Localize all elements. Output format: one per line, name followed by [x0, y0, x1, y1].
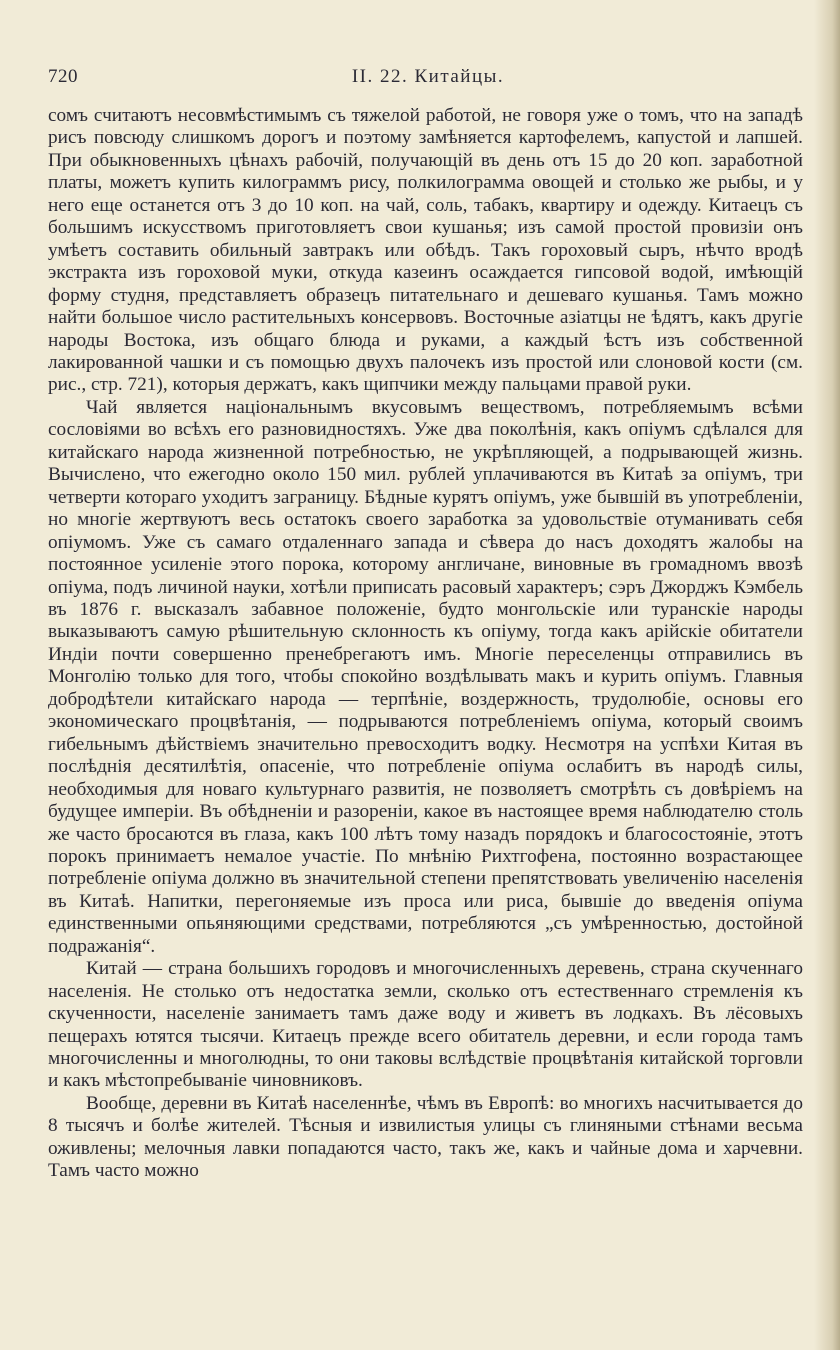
page-edge-shadow [814, 0, 840, 1350]
paragraph: Чай является національнымъ вкусовымъ веществомъ, потребляемымъ всѣми сословіями во всѣхъ его разновидностяхъ. Уже два поколѣнія, какъ опіумъ сдѣлался для китайскаго народа жизненной потребностью, не укрѣпляющей, а подрывающей жизнь. Вычислено, что ежегодно около 150 мил. рублей уплачиваются въ Китаѣ за опіумъ, три четверти котораго уходитъ заграницу. Бѣдные курятъ опіумъ, уже бывшій въ употребленіи, но многіе жертвуютъ весь остатокъ своего заработка за удовольствіе отуманивать себя опіумомъ. Уже съ самаго отдаленнаго запада и сѣвера до насъ доходятъ жалобы на постоянное усиленіе этого порока, которому англичане, виновные въ громадномъ ввозѣ опіума, подъ личиной науки, хотѣли приписать расовый характеръ; сэръ Джорджъ Кэмбель въ 1876 г. высказалъ забавное положеніе, будто монгольскіе или туранскіе народы выказываютъ самую рѣшительную склонность къ опіуму, тогда какъ арійскіе обитатели Индіи почти совершенно пренебрегаютъ имъ. Многіе переселенцы отправились въ Монголію только для того, чтобы спокойно воздѣлывать макъ и курить опіумъ. Главныя добродѣтели китайскаго народа — терпѣніе, воздержность, трудолюбіе, основы его экономическаго процвѣтанія, — подрываются потребленіемъ опіума, который своимъ гибельнымъ дѣйствіемъ значительно превосходитъ водку. Несмотря на успѣхи Китая въ послѣднія десятилѣтія, опасеніе, что потребленіе опіума ослабитъ въ народѣ силы, необходимыя для новаго культурнаго развитія, не позволяетъ смотрѣть съ довѣріемъ на будущее имперіи. Въ обѣдненіи и разореніи, какое въ настоящее время наблюдателю столь же часто бросаются въ глаза, какъ 100 лѣтъ тому назадъ порядокъ и благосостояніе, этотъ порокъ принимаетъ немалое участіе. По мнѣнію Рихтгофена, постоянно возрастающее потребленіе опіума должно въ значительной степени препятствовать увеличенію населенія въ Китаѣ. Напитки, перегоняемые изъ проса или риса, бывшіе до введенія опіума единственными опьяняющими средствами, потребляются „съ умѣренностью, достойной подражанія“. [48, 396, 803, 957]
page-number: 720 [48, 66, 78, 87]
paragraph: сомъ считаютъ несовмѣстимымъ съ тяжелой работой, не говоря уже о томъ, что на западѣ рисъ повсюду слишкомъ дорогъ и поэтому замѣняется картофелемъ, капустой и лапшей. При обыкновенныхъ цѣнахъ рабочій, получающій въ день отъ 15 до 20 коп. заработной платы, можетъ купить килограммъ рису, полкилограмма овощей и столько же рыбы, и у него еще останется отъ 3 до 10 коп. на чай, соль, табакъ, квартиру и одежду. Китаецъ съ большимъ искусствомъ приготовляетъ свои кушанья; изъ самой простой провизіи онъ умѣетъ составить обильный завтракъ или обѣдъ. Такъ гороховый сыръ, нѣчто вродѣ экстракта изъ гороховой муки, откуда казеинъ осаждается гипсовой водой, имѣющій форму студня, представляетъ образецъ питательнаго и дешеваго кушанья. Тамъ можно найти большое число растительныхъ консервовъ. Восточные азіатцы не ѣдятъ, какъ другіе народы Востока, изъ общаго блюда и руками, а каждый ѣстъ изъ собственной лакированной чашки и съ помощью двухъ палочекъ изъ простой или слоновой кости (см. рис., стр. 721), которыя держатъ, какъ щипчики между пальцами правой руки. [48, 105, 803, 396]
body-text [48, 105, 803, 1183]
paragraph: Китай — страна большихъ городовъ и многочисленныхъ деревень, страна скученнаго населенія. Не столько отъ недостатка земли, сколько отъ естественнаго стремленія къ скученности, населеніе занимаетъ тамъ даже воду и живетъ въ лодкахъ. Въ лёсовыхъ пещерахъ ютятся тысячи. Китаецъ прежде всего обитатель деревни, и если города тамъ многочисленны и многолюдны, то они таковы вслѣдствіе процвѣтанія китайской торговли и какъ мѣстопребываніе чиновниковъ. [48, 958, 803, 1092]
page-header [48, 66, 808, 92]
running-head: II. 22. Китайцы. [351, 66, 505, 87]
paragraph: Вообще, деревни въ Китаѣ населеннѣе, чѣмъ въ Европѣ: во многихъ насчитывается до 8 тысячъ и болѣе жителей. Тѣсныя и извилистыя улицы съ глиняными стѣнами весьма оживлены; мелочныя лавки попадаются часто, такъ же, какъ и чайные дома и харчевни. Тамъ часто можно [48, 1092, 803, 1182]
